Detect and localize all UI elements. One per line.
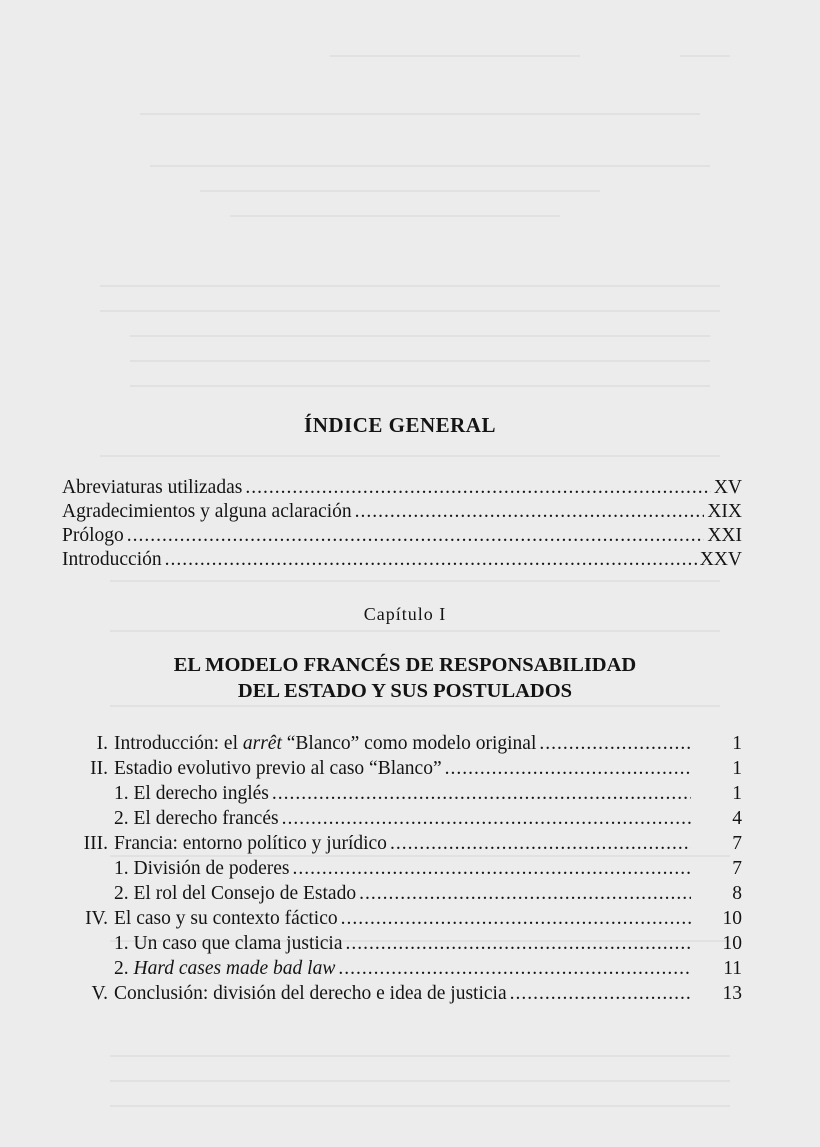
page-number: 1 [732, 733, 742, 754]
dot-leader [272, 783, 691, 805]
subsection-label-italic: Hard cases made bad law [133, 958, 336, 979]
section-label-text: “Blanco” como modelo original [281, 733, 537, 754]
page-number: 10 [722, 908, 742, 929]
prelim-row [62, 477, 742, 501]
section-label: Estadio evolutivo previo al caso “Blanco” [114, 758, 442, 779]
page-number: 7 [732, 833, 742, 854]
dot-leader [359, 883, 691, 905]
prelim-list [62, 477, 742, 573]
section-number: IV. [85, 908, 108, 929]
dot-leader [341, 908, 691, 930]
toc-entry [70, 983, 742, 1008]
section-number: I. [96, 733, 108, 754]
section-label-italic: arrêt [242, 733, 282, 754]
dot-leader [338, 958, 691, 980]
toc-entry [70, 733, 742, 758]
prelim-row [62, 525, 742, 549]
prelim-label: Agradecimientos y alguna aclaración [62, 501, 352, 522]
page-number: 10 [722, 933, 742, 954]
dot-leader [282, 808, 691, 830]
subsection-label: 1. División de poderes [114, 858, 290, 879]
section-number: III. [83, 833, 108, 854]
index-title: ÍNDICE GENERAL [304, 413, 496, 437]
dot-leader [165, 549, 697, 571]
toc-subentry [70, 883, 742, 908]
section-label: Conclusión: división del derecho e idea de justicia [114, 983, 507, 1004]
chapter-title-line: DEL ESTADO Y SUS POSTULADOS [237, 680, 573, 702]
prelim-row [62, 549, 742, 573]
page-number: XIX [707, 501, 742, 522]
dot-leader [355, 501, 705, 523]
dot-leader [127, 525, 705, 547]
prelim-row [62, 501, 742, 525]
section-label [114, 733, 536, 755]
toc-subentry [70, 958, 742, 983]
chapter-label: Capítulo I [363, 604, 447, 624]
page-number: 8 [732, 883, 742, 904]
prelim-label: Introducción [62, 549, 162, 570]
page-number: XXV [699, 549, 742, 570]
section-number: II. [90, 758, 108, 779]
dot-leader [292, 858, 691, 880]
dot-leader [510, 983, 691, 1005]
subsection-label: 1. El derecho inglés [114, 783, 269, 804]
dot-leader [245, 477, 711, 499]
dot-leader [390, 833, 691, 855]
chapter-title-line: EL MODELO FRANCÉS DE RESPONSABILIDAD [173, 654, 637, 676]
toc-entry [70, 758, 742, 783]
subsection-label [114, 958, 335, 980]
prelim-label: Abreviaturas utilizadas [62, 477, 243, 498]
subsection-label: 2. El derecho francés [114, 808, 279, 829]
subsection-label: 1. Un caso que clama justicia [114, 933, 343, 954]
toc-subentry [70, 933, 742, 958]
toc-entry [70, 833, 742, 858]
subsection-label-text: 2. [114, 958, 134, 979]
page-number: XV [713, 477, 742, 498]
toc-subentry [70, 858, 742, 883]
toc-subentry [70, 808, 742, 833]
chapter-contents [70, 733, 742, 1008]
page-number: 1 [732, 783, 742, 804]
page-number: 1 [732, 758, 742, 779]
page-number: XXI [707, 525, 742, 546]
toc-entry [70, 908, 742, 933]
chapter-title [0, 652, 810, 704]
section-label: Francia: entorno político y jurídico [114, 833, 387, 854]
dot-leader [445, 758, 691, 780]
page-number: 13 [722, 983, 742, 1004]
subsection-label: 2. El rol del Consejo de Estado [114, 883, 357, 904]
section-label-text: Introducción: el [114, 733, 243, 754]
page-number: 7 [732, 858, 742, 879]
page-number: 11 [723, 958, 742, 979]
dot-leader [539, 733, 691, 755]
toc-subentry [70, 783, 742, 808]
page-number: 4 [732, 808, 742, 829]
prelim-label: Prólogo [62, 525, 124, 546]
section-label: El caso y su contexto fáctico [114, 908, 338, 929]
section-number: V. [91, 983, 108, 1004]
dot-leader [346, 933, 691, 955]
